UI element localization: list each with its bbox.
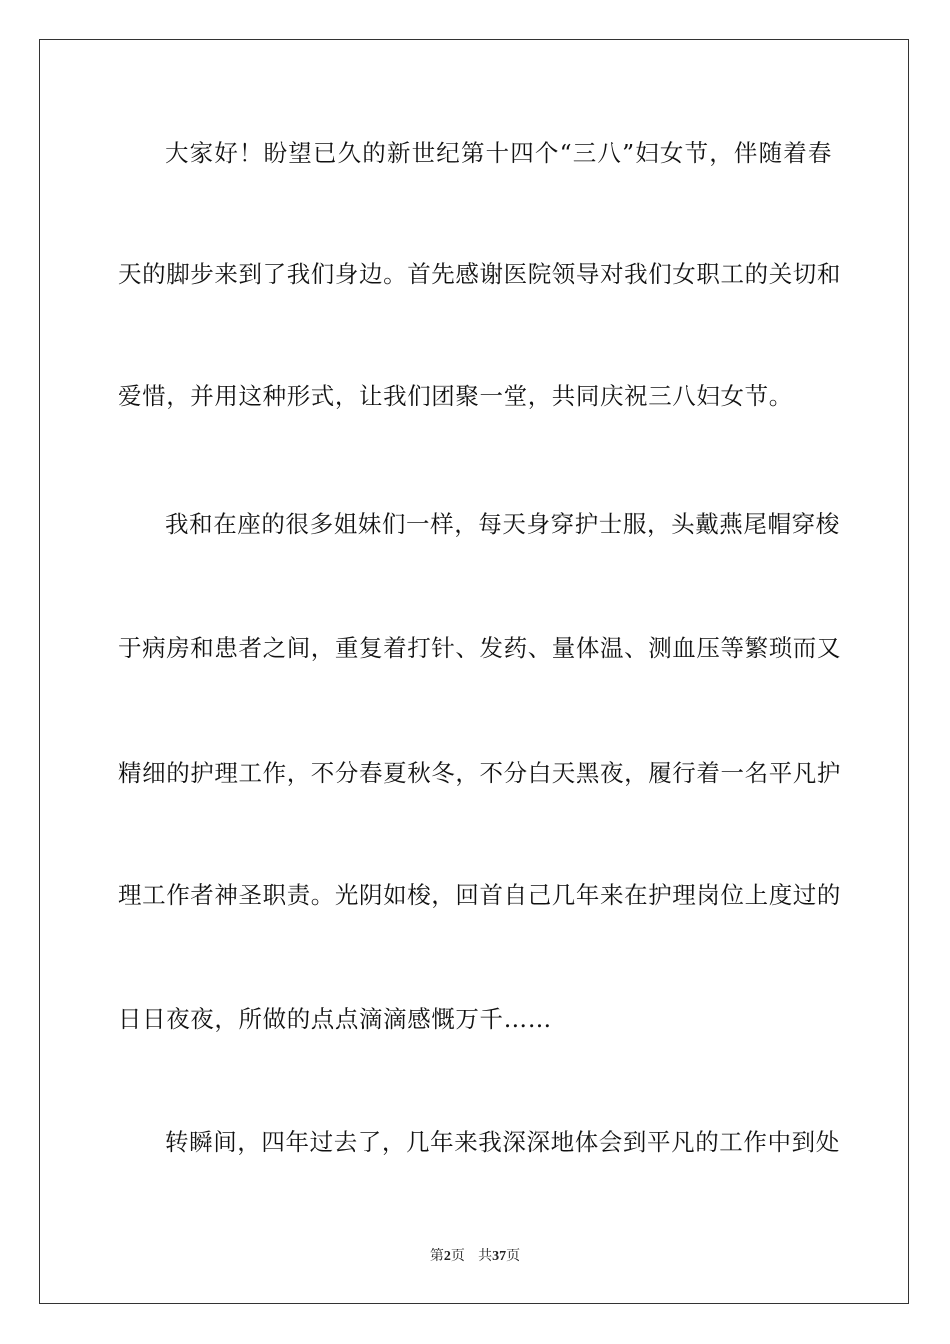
paragraph-1-line-2: 天的脚步来到了我们身边。首先感谢医院领导对我们女职工的关切和	[118, 260, 841, 288]
paragraph-2-line-2: 于病房和患者之间，重复着打针、发药、量体温、测血压等繁琐而又	[118, 634, 841, 662]
page-border	[39, 39, 909, 1304]
paragraph-1-line-1: 大家好！盼望已久的新世纪第十四个“三八”妇女节，伴随着春	[165, 139, 832, 167]
page-number: 2	[443, 1249, 451, 1264]
total-pages: 37	[492, 1249, 507, 1264]
total-prefix: 共	[478, 1248, 493, 1264]
page-suffix: 页	[450, 1248, 465, 1264]
paragraph-2-line-1: 我和在座的很多姐妹们一样，每天身穿护士服，头戴燕尾帽穿梭	[165, 510, 840, 538]
paragraph-1-line-3: 爱惜，并用这种形式，让我们团聚一堂，共同庆祝三八妇女节。	[118, 382, 793, 410]
page-footer	[0, 1245, 950, 1265]
paragraph-3-line-1: 转瞬间，四年过去了，几年来我深深地体会到平凡的工作中到处	[165, 1128, 840, 1156]
page-prefix: 第	[429, 1248, 444, 1264]
paragraph-2-line-5: 日日夜夜，所做的点点滴滴感慨万千……	[118, 1005, 552, 1033]
paragraph-2-line-4: 理工作者神圣职责。光阴如梭，回首自己几年来在护理岗位上度过的	[118, 881, 841, 909]
total-suffix: 页	[506, 1248, 521, 1264]
paragraph-2-line-3: 精细的护理工作，不分春夏秋冬，不分白天黑夜，履行着一名平凡护	[118, 759, 841, 787]
